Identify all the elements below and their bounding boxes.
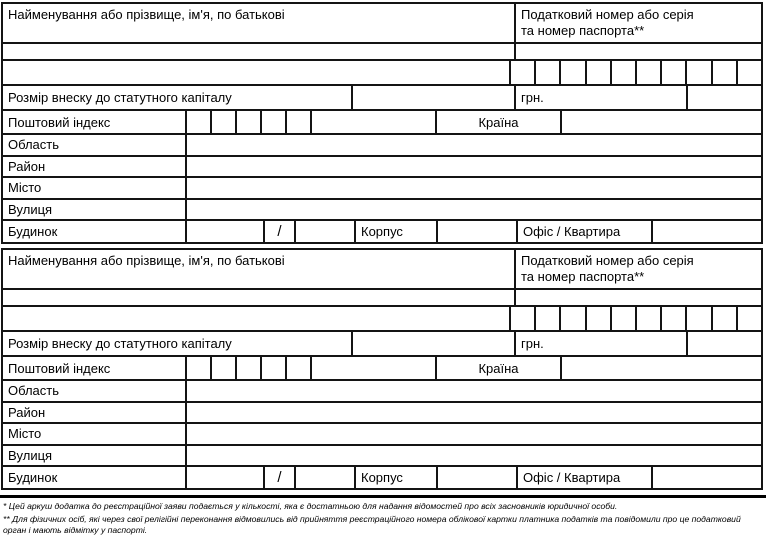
country-label: Країна <box>437 111 562 133</box>
region-label: Область <box>3 381 187 401</box>
tax-header-spacer <box>516 290 761 305</box>
tax-number-cell[interactable] <box>637 307 662 330</box>
name-input-row <box>3 44 761 61</box>
contribution-label: Розмір внеску до статутного капіталу <box>3 332 353 355</box>
footnote-2: ** Для фізичних осіб, які через свої релігійні переконання відмовились від прийняття реєстраційного номера облікової картки платника податків та повідомили про це податковий орган і мають відмітку у паспорті. <box>3 513 741 535</box>
tax-number-cell[interactable] <box>561 307 586 330</box>
contribution-amount-field[interactable] <box>353 332 516 355</box>
city-label: Місто <box>3 424 187 444</box>
postal-code-cell[interactable] <box>262 357 287 379</box>
currency-label: грн. <box>516 332 688 355</box>
tax-number-cell[interactable] <box>612 61 637 84</box>
building-label: Будинок <box>3 467 187 488</box>
tax-number-cell[interactable] <box>511 61 536 84</box>
district-label: Район <box>3 403 187 423</box>
contribution-extra-field[interactable] <box>688 86 761 109</box>
postal-row <box>3 111 761 135</box>
tax-label-line2: та номер паспорта** <box>521 23 645 38</box>
footnote-divider <box>0 495 766 498</box>
building-number-field[interactable] <box>187 221 265 242</box>
city-field[interactable] <box>187 178 761 198</box>
contribution-label: Розмір внеску до статутного капіталу <box>3 86 353 109</box>
postal-code-cell[interactable] <box>262 111 287 133</box>
street-field[interactable] <box>187 446 761 466</box>
street-row <box>3 200 761 222</box>
tax-number-cell[interactable] <box>738 307 761 330</box>
postal-row <box>3 357 761 381</box>
district-label: Район <box>3 157 187 177</box>
tax-label-line1: Податковий номер або серія <box>521 7 694 22</box>
footnotes <box>3 501 763 537</box>
office-apartment-label: Офіс / Квартира <box>518 467 653 488</box>
slash-separator: / <box>265 221 296 242</box>
city-label: Місто <box>3 178 187 198</box>
building-letter-field[interactable] <box>296 221 356 242</box>
office-apartment-field[interactable] <box>653 467 761 488</box>
tax-number-cell[interactable] <box>511 307 536 330</box>
region-row <box>3 381 761 403</box>
district-field[interactable] <box>187 403 761 423</box>
district-field[interactable] <box>187 157 761 177</box>
postal-spacer <box>312 357 437 379</box>
tax-label-line2: та номер паспорта** <box>521 269 645 284</box>
tax-number-cell[interactable] <box>662 307 687 330</box>
name-field[interactable] <box>3 290 516 305</box>
slash-separator: / <box>265 467 296 488</box>
tax-row-spacer <box>3 61 511 84</box>
region-label: Область <box>3 135 187 155</box>
office-apartment-field[interactable] <box>653 221 761 242</box>
tax-number-cell[interactable] <box>738 61 761 84</box>
office-apartment-label: Офіс / Квартира <box>518 221 653 242</box>
tax-row-spacer <box>3 307 511 330</box>
postal-spacer <box>312 111 437 133</box>
building-row <box>3 467 761 488</box>
region-field[interactable] <box>187 381 761 401</box>
tax-number-cell[interactable] <box>662 61 687 84</box>
tax-number-row <box>3 61 761 86</box>
tax-number-cell[interactable] <box>637 61 662 84</box>
name-label: Найменування або прізвище, ім'я, по батькові <box>3 4 516 42</box>
building-letter-field[interactable] <box>296 467 356 488</box>
city-field[interactable] <box>187 424 761 444</box>
founder-section-2 <box>1 248 763 490</box>
tax-number-cell[interactable] <box>687 61 712 84</box>
country-label: Країна <box>437 357 562 379</box>
founder-section-1 <box>1 2 763 244</box>
postal-code-cell[interactable] <box>287 357 312 379</box>
postal-code-label: Поштовий індекс <box>3 111 187 133</box>
region-field[interactable] <box>187 135 761 155</box>
korpus-field[interactable] <box>438 467 518 488</box>
postal-code-cell[interactable] <box>212 357 237 379</box>
name-label: Найменування або прізвище, ім'я, по батькові <box>3 250 516 288</box>
postal-code-cell[interactable] <box>187 111 212 133</box>
tax-header-spacer <box>516 44 761 59</box>
contribution-extra-field[interactable] <box>688 332 761 355</box>
postal-code-cell[interactable] <box>237 357 262 379</box>
region-row <box>3 135 761 157</box>
tax-number-cell[interactable] <box>713 61 738 84</box>
tax-number-cell[interactable] <box>612 307 637 330</box>
district-row <box>3 403 761 425</box>
city-row <box>3 424 761 446</box>
header-row <box>3 250 761 290</box>
street-row <box>3 446 761 468</box>
korpus-label: Корпус <box>356 467 438 488</box>
street-label: Вулиця <box>3 446 187 466</box>
contribution-amount-field[interactable] <box>353 86 516 109</box>
postal-code-label: Поштовий індекс <box>3 357 187 379</box>
korpus-label: Корпус <box>356 221 438 242</box>
tax-number-cell[interactable] <box>536 61 561 84</box>
building-row <box>3 221 761 242</box>
city-row <box>3 178 761 200</box>
postal-code-cell[interactable] <box>237 111 262 133</box>
postal-code-cell[interactable] <box>187 357 212 379</box>
name-input-row <box>3 290 761 307</box>
street-label: Вулиця <box>3 200 187 220</box>
tax-number-cell[interactable] <box>536 307 561 330</box>
tax-number-cell[interactable] <box>587 61 612 84</box>
tax-number-label <box>516 4 761 42</box>
tax-number-row <box>3 307 761 332</box>
contribution-row <box>3 86 761 111</box>
tax-number-cell[interactable] <box>561 61 586 84</box>
building-label: Будинок <box>3 221 187 242</box>
street-field[interactable] <box>187 200 761 220</box>
header-row <box>3 4 761 44</box>
name-field[interactable] <box>3 44 516 59</box>
tax-number-cell[interactable] <box>687 307 712 330</box>
district-row <box>3 157 761 179</box>
country-field[interactable] <box>562 357 761 379</box>
postal-code-cell[interactable] <box>287 111 312 133</box>
country-field[interactable] <box>562 111 761 133</box>
contribution-row <box>3 332 761 357</box>
tax-number-label <box>516 250 761 288</box>
postal-code-cell[interactable] <box>212 111 237 133</box>
tax-number-cell[interactable] <box>713 307 738 330</box>
tax-number-cell[interactable] <box>587 307 612 330</box>
tax-label-line1: Податковий номер або серія <box>521 253 694 268</box>
footnote-1: * Цей аркуш додатка до реєстраційної заяви подається у кількості, яка є достатньою для надання відомостей про всіх засновників юридичної особи. <box>3 501 618 511</box>
korpus-field[interactable] <box>438 221 518 242</box>
currency-label: грн. <box>516 86 688 109</box>
building-number-field[interactable] <box>187 467 265 488</box>
